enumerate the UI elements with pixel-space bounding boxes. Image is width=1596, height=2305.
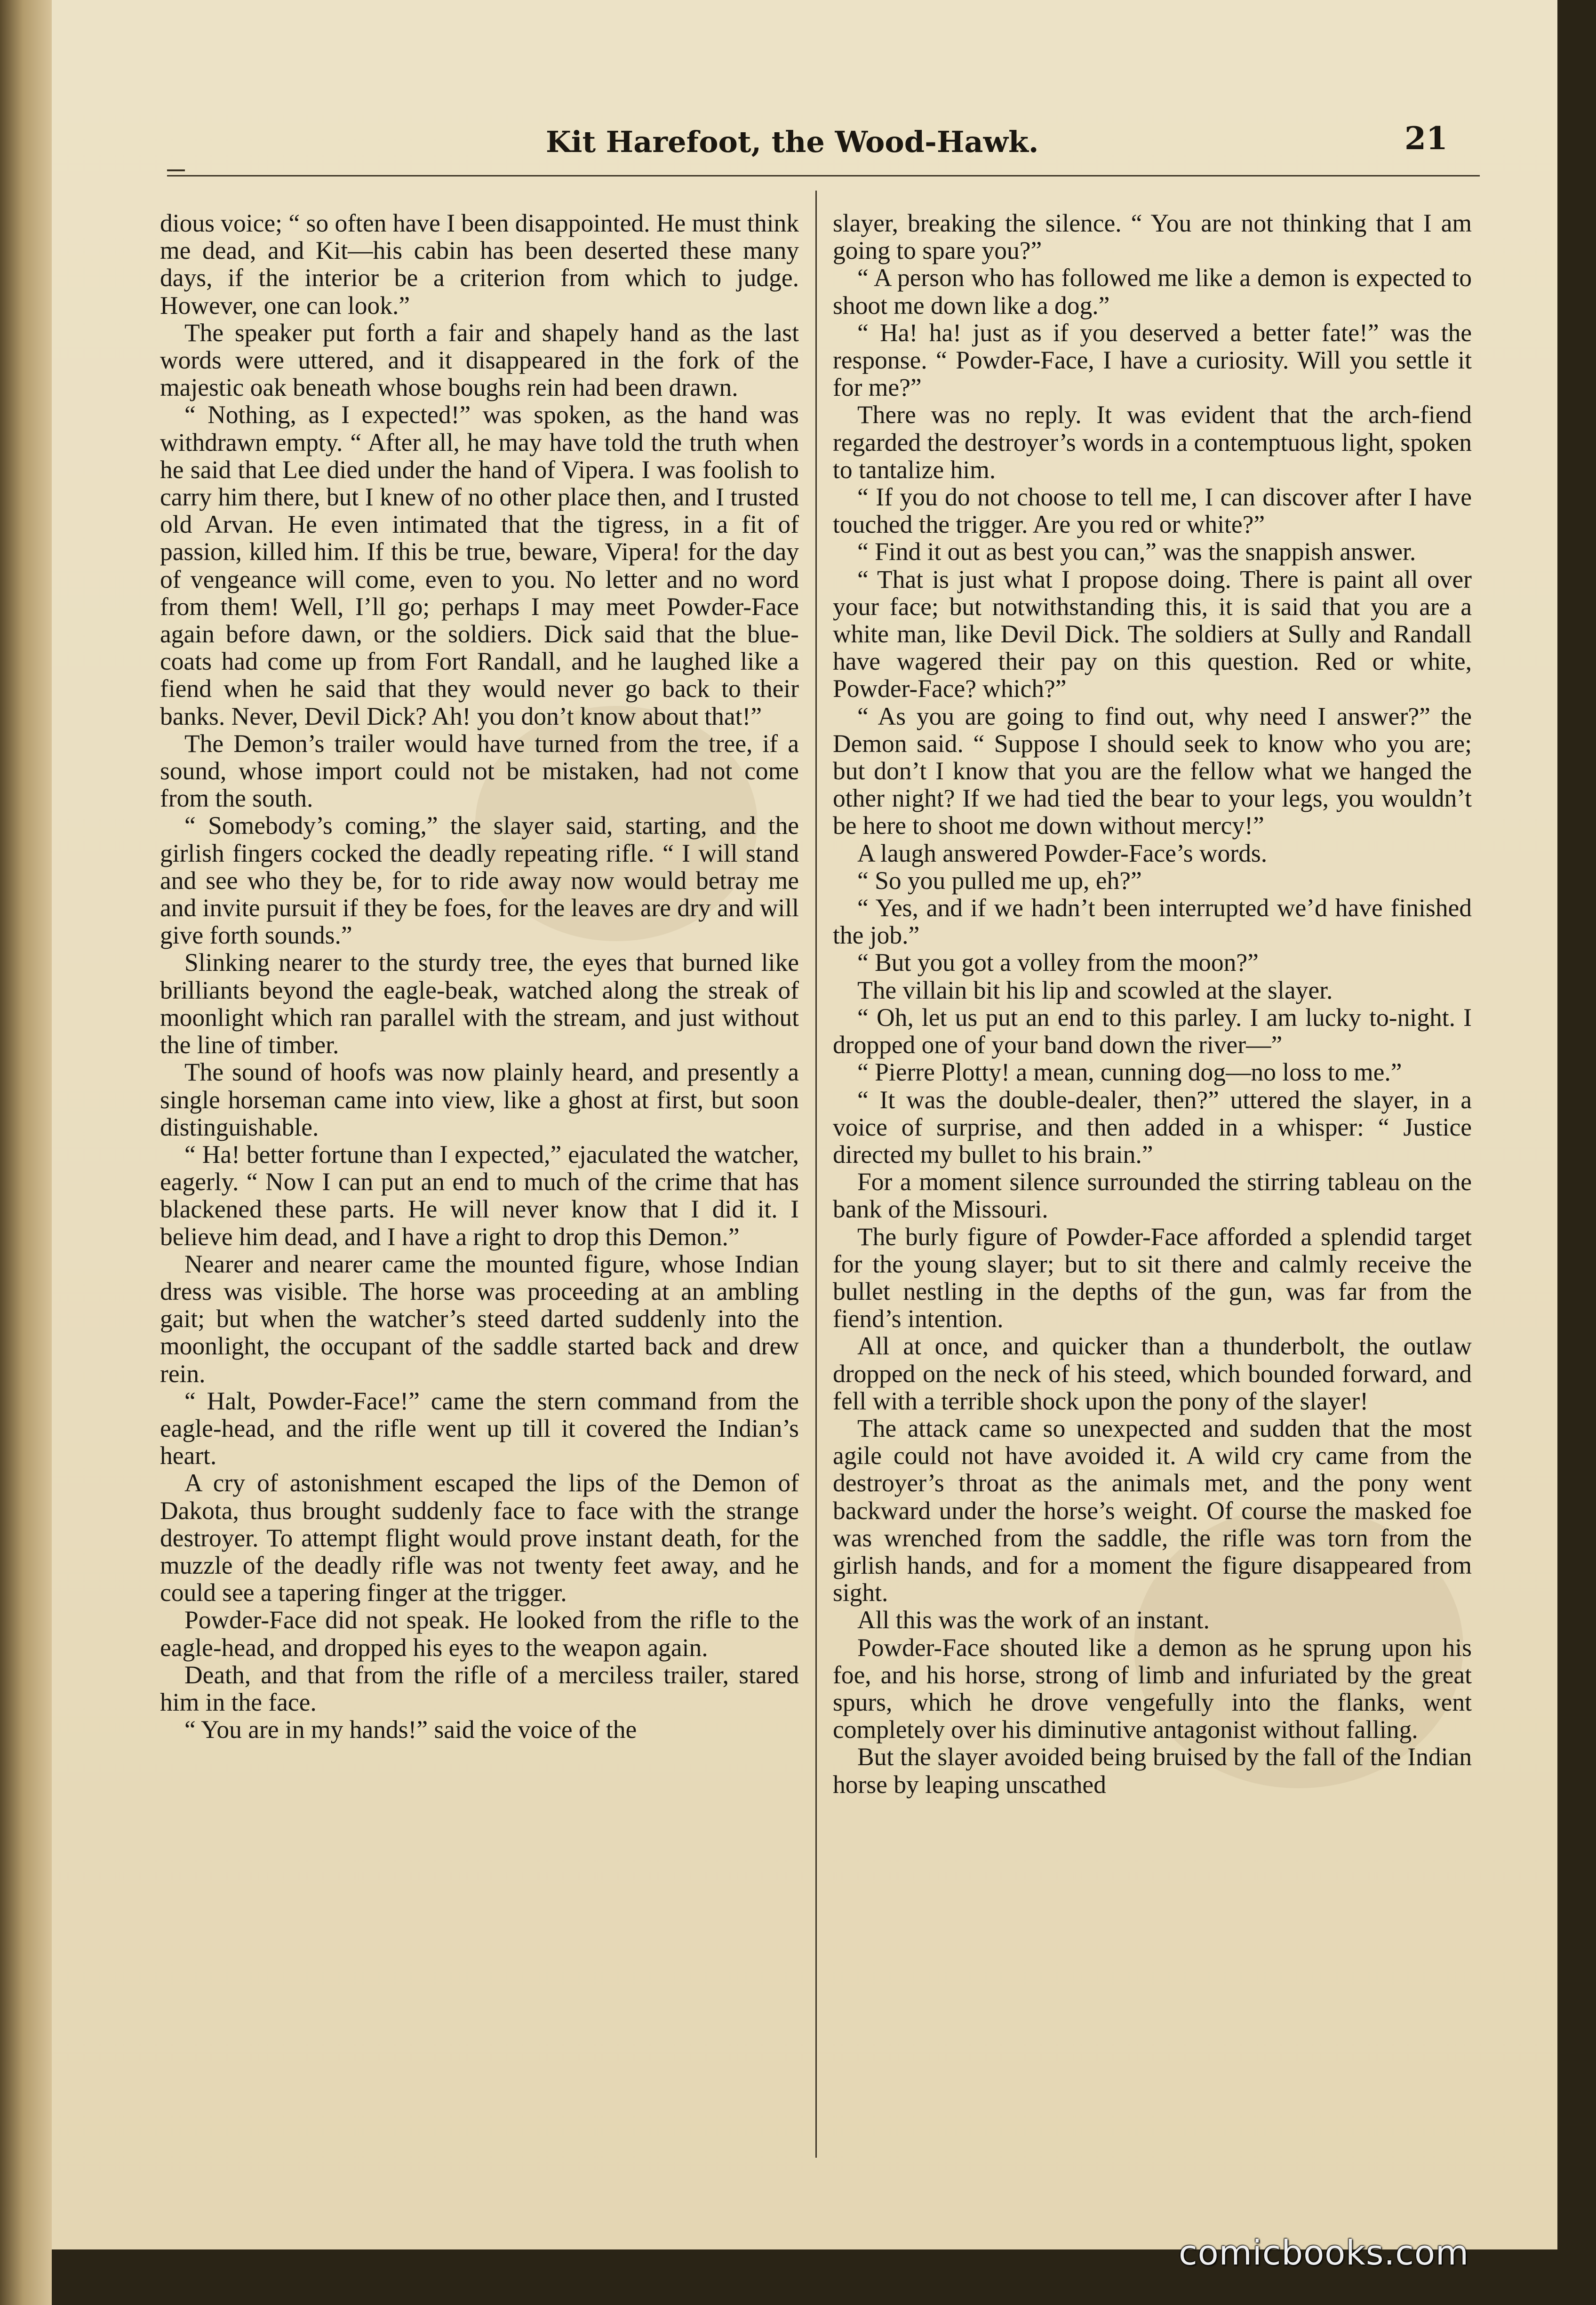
paragraph: “ You are in my hands!” said the voice of the [184, 1715, 637, 1744]
paragraph: “ Find it out as best you can,” was the snappish answer. [857, 537, 1416, 566]
paragraph: A laugh answered Powder-Face’s words. [857, 839, 1268, 867]
paragraph: A cry of astonishment escaped the lips of the Demon of Dakota, thus brought suddenly face to face with the strange destroyer. To attempt flight would prove instant death, for the muzzle of the deadly rifle was not twenty feet away, and he could see a tapering finger at the trigger. [160, 1469, 799, 1607]
paragraph: “ A person who has followed me like a demon is expected to shoot me down like a dog.” [833, 264, 1472, 320]
watermark-text: comicbooks.com [1179, 2233, 1469, 2273]
column-divider [815, 191, 817, 2158]
page-number: 21 [1404, 120, 1448, 157]
paragraph: “ Halt, Powder-Face!” came the stern command from the eagle-head, and the rifle went up till it covered the Indian’s heart. [160, 1386, 799, 1470]
paragraph: “ If you do not choose to tell me, I can discover after I have touched the trigger. Are you red or white?” [833, 483, 1472, 539]
paragraph: The Demon’s trailer would have turned from the tree, if a sound, whose import could not be mistaken, had not come from the south. [160, 729, 799, 813]
paragraph: slayer, breaking the silence. “ You are not thinking that I am going to spare you?” [833, 209, 1472, 265]
paragraph: All this was the work of an instant. [857, 1606, 1210, 1634]
paragraph: The speaker put forth a fair and shapely hand as the last words were uttered, and it disappeared in the fork of the majestic oak beneath whose boughs rein had been drawn. [160, 318, 799, 402]
binding-edge [0, 0, 52, 2305]
header-rule [167, 175, 1480, 176]
paragraph: “ Somebody’s coming,” the slayer said, starting, and the girlish fingers cocked the deadly repeating rifle. “ I will stand and see who they be, for to ride away now would betray me and invite pursuit if they be foes, for the leaves are dry and will give forth sounds.” [160, 811, 799, 950]
paragraph: “ Ha! ha! just as if you deserved a better fate!” was the response. “ Powder-Face, I have a curiosity. Will you settle it for me?” [833, 318, 1472, 402]
paragraph: The villain bit his lip and scowled at the slayer. [857, 976, 1333, 1004]
paragraph: Nearer and nearer came the mounted figure, whose Indian dress was visible. The horse was proceeding at an ambling gait; but when the watcher’s steed darted suddenly into the moonlight, the occupant of the saddle started back and drew rein. [160, 1249, 799, 1388]
paragraph: “ It was the double-dealer, then?” uttered the slayer, in a voice of surprise, and then added in a whisper: “ Justice directed my bullet to his brain.” [833, 1085, 1472, 1169]
paragraph: dious voice; “ so often have I been disappointed. He must think me dead, and Kit—his cabin has been deserted these many days, if the interior be a criterion from which to judge. However, one can look.” [160, 209, 799, 320]
paragraph: “ Pierre Plotty! a mean, cunning dog—no loss to me.” [857, 1058, 1402, 1087]
paragraph: “ But you got a volley from the moon?” [857, 948, 1259, 977]
paragraph: There was no reply. It was evident that the arch-fiend regarded the destroyer’s words in a contemptuous light, spoken to tantalize him. [833, 400, 1472, 484]
paragraph: Death, and that from the rifle of a merciless trailer, stared him in the face. [160, 1660, 799, 1716]
running-header-title: Kit Harefoot, the Wood-Hawk. [546, 125, 1039, 159]
paragraph: “ Nothing, as I expected!” was spoken, as the hand was withdrawn empty. “ After all, he may have told the truth when he said that Lee died under the hand of Vipera. I was foolish to carry him there, but I knew of no other place then, and I trusted old Arvan. He even intimated that the tigress, in a fit of passion, killed him. If this be true, beware, Vipera! for the day of vengeance will come, even to you. No letter and no word from them! Well, I’ll go; perhaps I may meet Powder-Face again before dawn, or the soldiers. Dick said that the blue-coats had come up from Fort Randall, and he laughed like a fiend when he said that they would never go back to their banks. Never, Devil Dick? Ah! you don’t know about that!” [160, 400, 799, 730]
paragraph: The attack came so unexpected and sudden that the most agile could not have avoided it. A wild cry came from the destroyer’s throat as the animals met, and the pony went backward under the horse’s weight. Of course the masked foe was wrenched from the saddle, the rifle was torn from the girlish hands, and for a moment the figure disappeared from sight. [833, 1414, 1472, 1607]
paragraph: Slinking nearer to the sturdy tree, the eyes that burned like brilliants beyond the eagle-beak, watched along the streak of moonlight which ran parallel with the stream, and just without the line of timber. [160, 948, 799, 1059]
paragraph: But the slayer avoided being bruised by the fall of the Indian horse by leaping unscathed [833, 1743, 1472, 1799]
paragraph: Powder-Face did not speak. He looked from the rifle to the eagle-head, and dropped his eyes to the weapon again. [160, 1606, 799, 1662]
paragraph: “ So you pulled me up, eh?” [857, 866, 1142, 895]
paragraph: Powder-Face shouted like a demon as he sprung upon his foe, and his horse, strong of limb and infuriated by the great spurs, which he drove vengefully into the flanks, went completely over his diminutive antagonist without falling. [833, 1633, 1472, 1744]
paragraph: The sound of hoofs was now plainly heard, and presently a single horseman came into view, like a ghost at first, but soon distinguishable. [160, 1058, 799, 1141]
header-corner-mark [167, 169, 185, 171]
paragraph: “ That is just what I propose doing. There is paint all over your face; but notwithstanding this, it is said that you are a white man, like Devil Dick. The soldiers at Sully and Randall have wagered their pay on this question. Red or white, Powder-Face? which?” [833, 565, 1472, 703]
paragraph: For a moment silence surrounded the stirring tableau on the bank of the Missouri. [833, 1168, 1472, 1224]
left-text-column [160, 209, 799, 1743]
paragraph: “ Oh, let us put an end to this parley. I am lucky to-night. I dropped one of your band down the river—” [833, 1003, 1472, 1059]
paragraph: “ Ha! better fortune than I expected,” ejaculated the watcher, eagerly. “ Now I can put an end to much of the crime that has blackened these parts. He will never know that I did it. I believe him dead, and I have a right to drop this Demon.” [160, 1140, 799, 1251]
paragraph: All at once, and quicker than a thunderbolt, the outlaw dropped on the neck of his steed, which bounded forward, and fell with a terrible shock upon the pony of the slayer! [833, 1332, 1472, 1415]
paragraph: “ As you are going to find out, why need I answer?” the Demon said. “ Suppose I should seek to know who you are; but don’t I know that you are the fellow what we hanged the other night? If we had tied the bear to your legs, you wouldn’t be here to shoot me down without mercy!” [833, 702, 1472, 840]
right-text-column [833, 209, 1472, 1798]
paragraph: The burly figure of Powder-Face afforded a splendid target for the young slayer; but to sit there and calmly receive the bullet nestling in the depths of the gun, was far from the fiend’s intention. [833, 1222, 1472, 1333]
paragraph: “ Yes, and if we hadn’t been interrupted we’d have finished the job.” [833, 894, 1472, 950]
